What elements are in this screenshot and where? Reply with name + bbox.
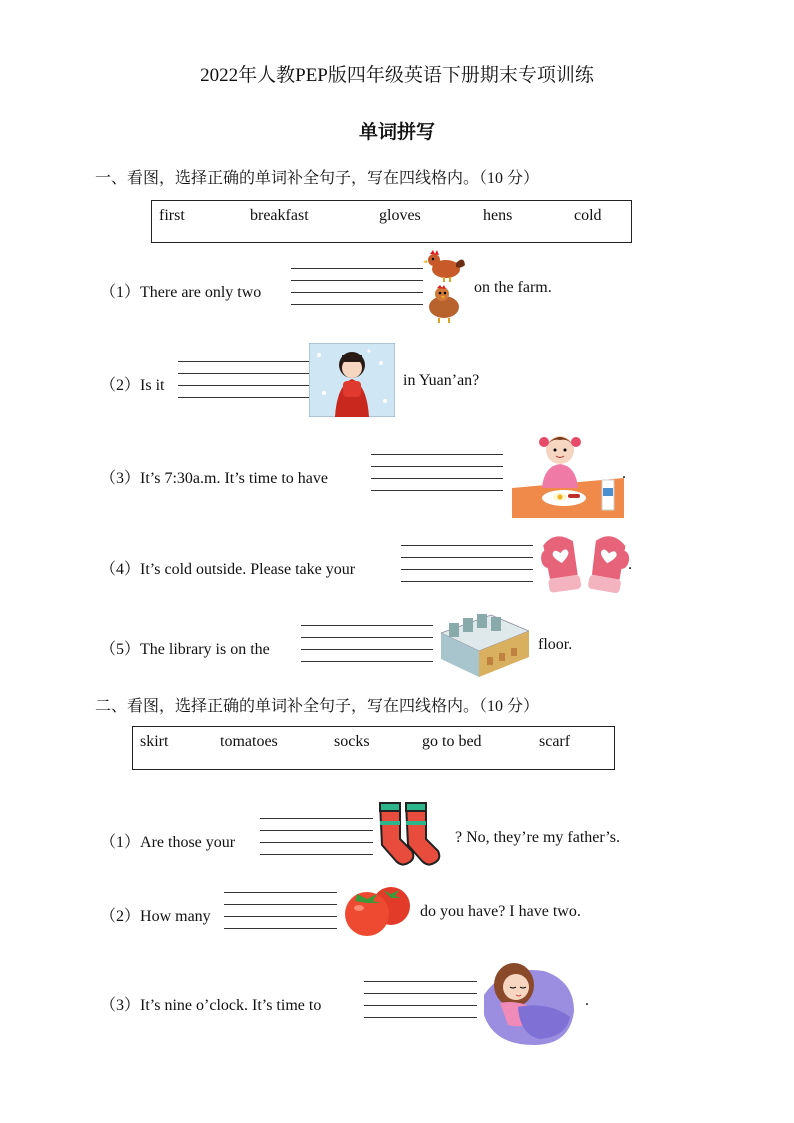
word-option: socks [334,733,370,750]
question-2-3-after: . [585,992,589,1009]
question-1-4 [100,556,355,579]
four-line-answer-box[interactable] [260,818,373,855]
breakfast-icon [512,428,624,518]
word-option: tomatoes [220,733,278,750]
question-text: It’s 7:30a.m. It’s time to have [140,470,328,487]
four-line-answer-box[interactable] [401,545,533,582]
question-1-5-after: floor. [538,636,573,653]
question-1-4-after: . [628,556,632,573]
question-text: How many [140,908,211,925]
socks-icon [376,801,446,869]
word-option: go to bed [422,733,482,750]
word-option: hens [483,207,513,224]
question-1-1 [100,279,261,302]
question-number: （2） [100,377,141,394]
question-number: （1） [100,834,141,851]
word-option: skirt [140,733,169,750]
four-line-answer-box[interactable] [371,454,503,491]
question-2-1 [100,829,235,852]
question-1-3-after: . [622,465,626,482]
cold-girl-icon [309,343,395,417]
question-number: （3） [100,997,141,1014]
hens-icon [422,249,466,325]
question-text: Is it [140,377,165,394]
question-2-2-after: do you have? I have two. [420,903,581,920]
question-1-2 [100,372,164,395]
building-floor-icon [441,611,529,677]
four-line-answer-box[interactable] [291,268,423,305]
question-1-2-after: in Yuan’an? [403,372,480,389]
section1-instruction: 一、看图，选择正确的单词补全句子，写在四线格内。（10 分） [95,170,540,187]
page-title: 2022年人教PEP版四年级英语下册期末专项训练 [200,65,594,86]
word-option: gloves [379,207,421,224]
word-option: breakfast [250,207,309,224]
question-number: （5） [100,641,141,658]
question-1-5 [100,636,270,659]
page-subtitle: 单词拼写 [358,121,435,143]
question-number: （2） [100,908,141,925]
section2-instruction: 二、看图，选择正确的单词补全句子，写在四线格内。（10 分） [95,698,540,715]
question-2-3 [100,992,321,1015]
question-text: It’s nine o’clock. It’s time to [140,997,322,1014]
question-number: （4） [100,561,141,578]
tomatoes-icon [343,882,413,938]
four-line-answer-box[interactable] [301,625,433,662]
four-line-answer-box[interactable] [178,361,310,398]
word-option: first [159,207,185,224]
sleeping-girl-icon [478,955,578,1047]
question-text: The library is on the [140,641,270,658]
word-option: cold [574,207,602,224]
question-1-1-after: on the farm. [474,279,552,296]
question-2-1-after: ? No, they’re my father’s. [455,829,620,846]
section2-word-box [132,726,615,770]
four-line-answer-box[interactable] [364,981,477,1018]
question-1-3 [100,465,328,488]
question-2-2 [100,903,211,926]
question-number: （3） [100,470,141,487]
gloves-icon [540,529,630,599]
question-number: （1） [100,284,141,301]
question-text: There are only two [140,284,262,301]
question-text: It’s cold outside. Please take your [140,561,356,578]
word-option: scarf [539,733,571,750]
section1-word-box [151,200,632,243]
question-text: Are those your [140,834,236,851]
four-line-answer-box[interactable] [224,892,337,929]
